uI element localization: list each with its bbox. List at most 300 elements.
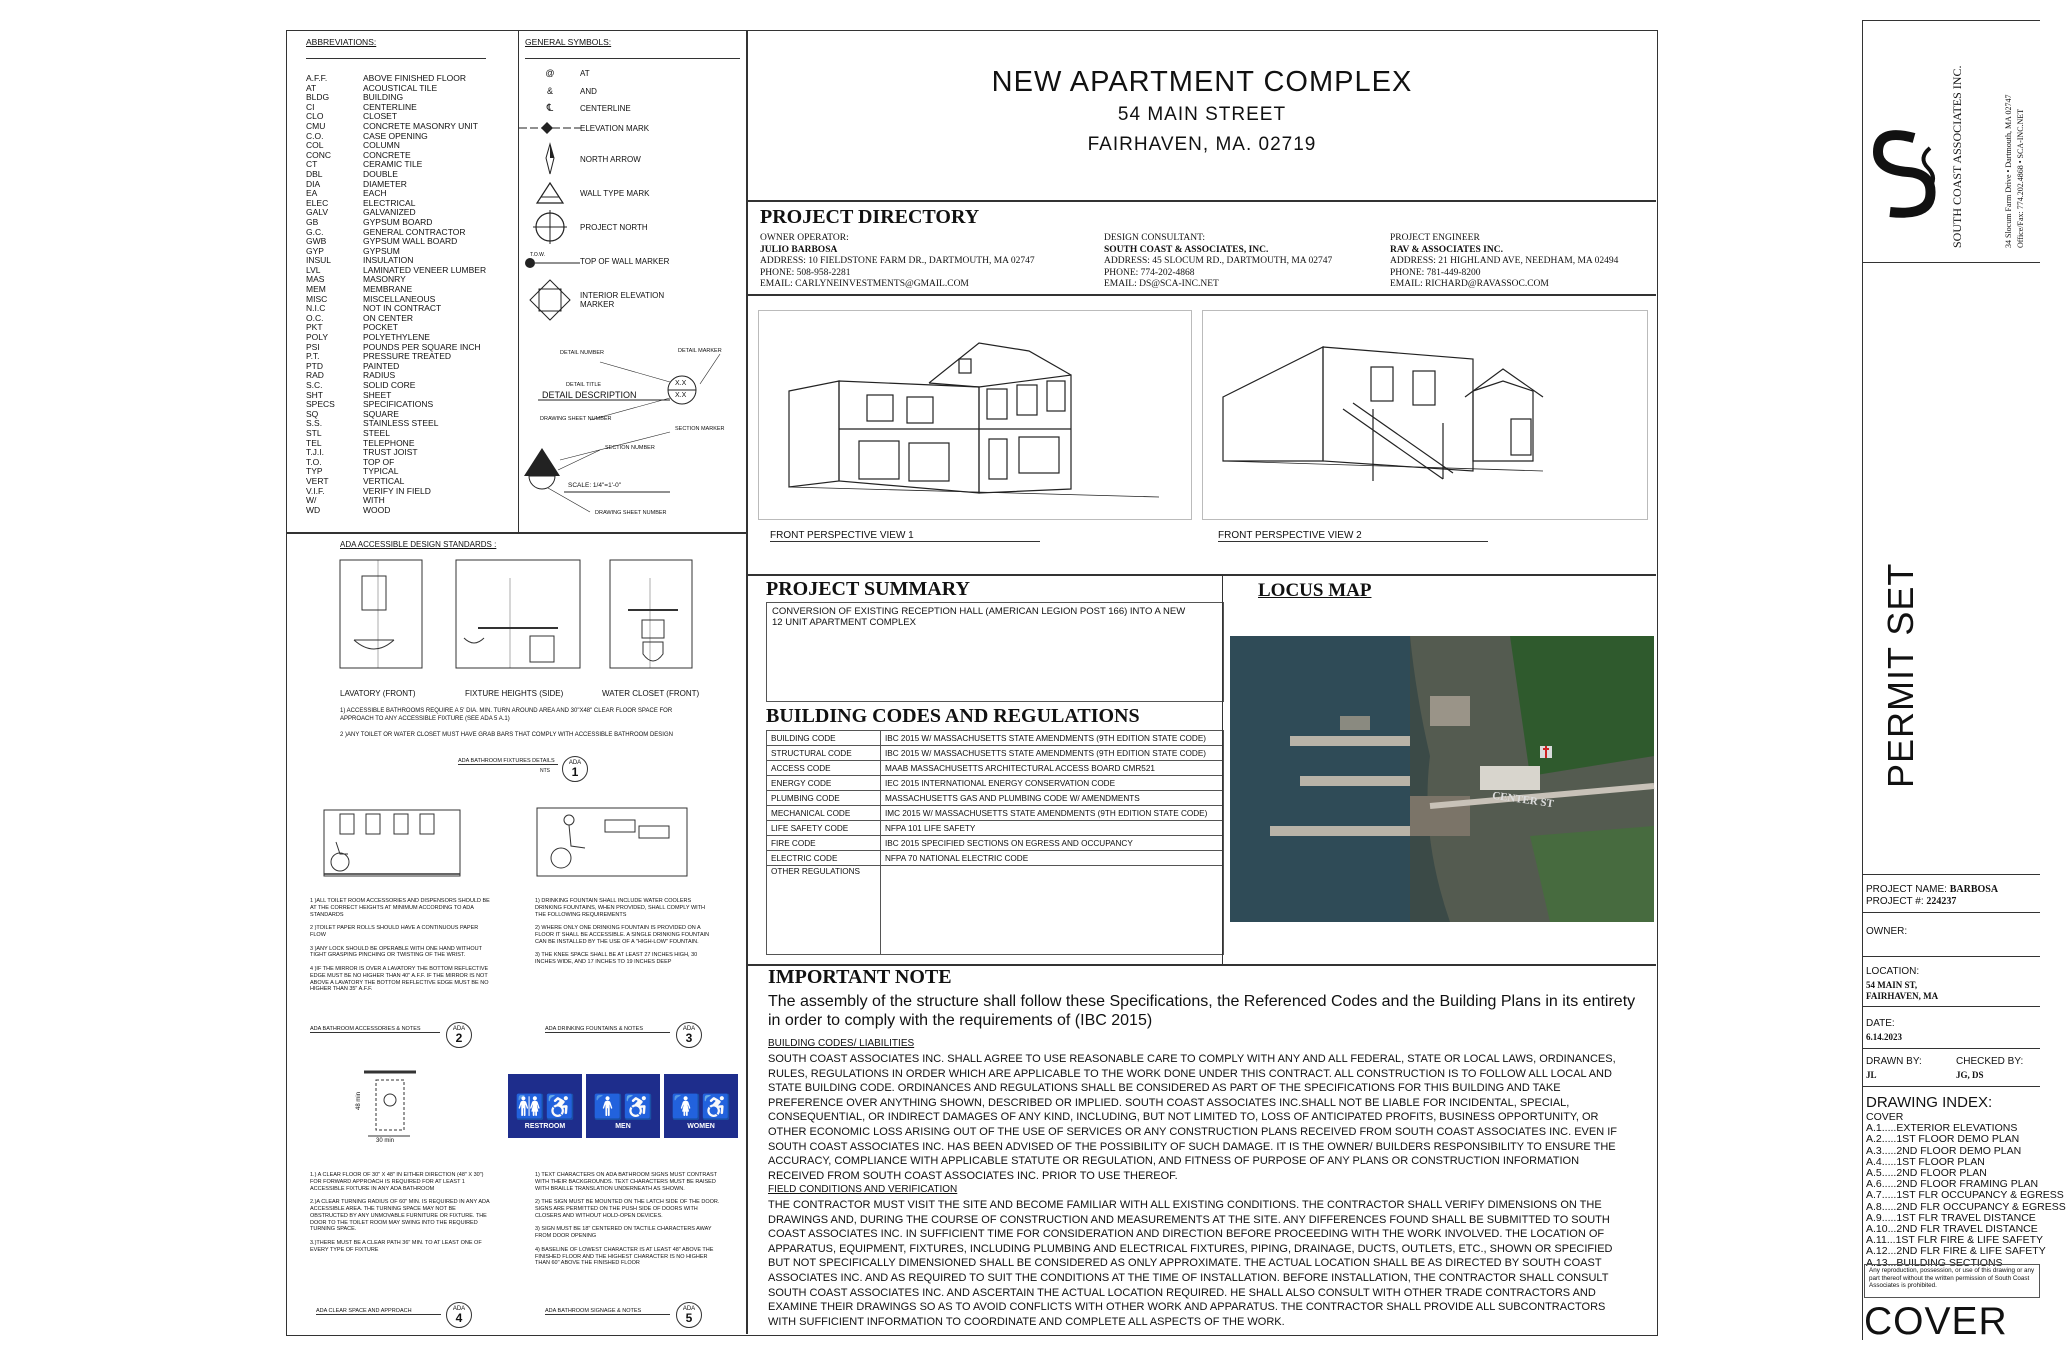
abbreviation-meaning: WITH	[363, 495, 385, 506]
abbreviation-code: TEL	[306, 437, 322, 448]
abbreviation-code: EA	[306, 188, 318, 199]
abbreviation-row	[306, 487, 511, 497]
abbreviations-heading: ABBREVIATIONS:	[306, 37, 377, 47]
ada-fixture-drawings	[338, 558, 698, 688]
abbreviation-meaning: GALVANIZED	[363, 207, 416, 218]
summary-heading: PROJECT SUMMARY	[766, 578, 970, 600]
owner-email: EMAIL: CARLYNEINVESTMENTS@GMAIL.COM	[760, 279, 969, 289]
abbreviation-row	[306, 314, 511, 324]
ada-detail-5-marker	[676, 1302, 702, 1328]
abbreviation-meaning: BUILDING	[363, 92, 404, 103]
abbreviation-code: SPECS	[306, 399, 335, 410]
detail-marker-label: DETAIL MARKER	[678, 348, 722, 354]
note-sub1: BUILDING CODES/ LIABILITIES	[768, 1038, 915, 1049]
drawing-index-item: A.4.....1ST FLOOR PLAN	[1866, 1155, 1985, 1168]
abbrev-heading-rule	[306, 58, 486, 59]
ada-detail-5-title: ADA BATHROOM SIGNAGE & NOTES	[545, 1308, 670, 1315]
code-row	[767, 866, 1224, 955]
abbreviation-code: S.C.	[306, 380, 323, 390]
project-number-label: PROJECT #:	[1866, 896, 1924, 907]
abbreviation-meaning: SHEET	[363, 389, 392, 400]
ada-fountain-drawing	[535, 800, 695, 880]
women-sign-figures-icon: 🚺♿	[671, 1094, 731, 1121]
abbreviation-row	[306, 506, 511, 516]
abbreviation-meaning: MASONRY	[363, 274, 406, 285]
abbreviation-code: O.C.	[306, 312, 324, 323]
abbreviation-code: RAD	[306, 370, 324, 381]
code-row	[767, 821, 1224, 836]
symbol-wall-type-label: WALL TYPE MARK	[580, 188, 650, 198]
abbreviation-row	[306, 352, 511, 362]
abbreviation-meaning: RADIUS	[363, 370, 396, 381]
abbreviation-row	[306, 467, 511, 477]
code-value: IBC 2015 W/ MASSACHUSETTS STATE AMENDMENTS (9TH EDITION STATE CODE)	[881, 746, 1224, 761]
drawing-index-item: A.10...2ND FLR TRAVEL DISTANCE	[1866, 1223, 2038, 1236]
note-paragraph-1: SOUTH COAST ASSOCIATES INC. SHALL AGREE TO USE REASONABLE CARE TO COMPLY WITH ANY AND ALL FEDERAL, STATE OR LOCAL LAWS, ORDINANCES, RULES, REGULATIONS IN ORDER WHICH ARE APPLICABLE TO THE WORK DONE UNDER THIS CONTRACT. ALL CONSTRUCTION IS TO FOLLOW ALL LOCAL AND STATE BUILDING CODE. ORDINANCES AND REGULATIONS SHALL BE CONSIDERED AS PART OF THE SPECIFICATIONS FOR THIS BUILDING AND TAKE PREFERENCE OVER ANYTHING SHOWN, DESCRIBED OR IMPLIED. SOUTH COAST ASSOCIATES INC.SHALL NOT BE LIABLE FOR INCIDENTAL, SPECIAL, CONSEQUENTIAL, OR INDIRECT DAMAGES OF ANY KIND, INCLUDING, BUT NOT LIMITED TO, LOSS OF ANTICIPATED PROFITS, BUSINESS OPPORTUNITY, OR OTHER ECONOMIC LOSS ARISING OUT OF THE USE OF SERVICES OR ANY CONSTRUCTION PLANS RECEIVED FROM SOUTH COAST ASSOCIATES INC. EVEN IF SOUTH COAST ASSOCIATES INC. HAS BEEN ADVISED OF THE POSSIBILITY OF SUCH DAMAGE. IT IS THE OWNER/ BUILDERS RESPONSIBILITY TO ENSURE THE ACCURACY, COMPLIANCE WITH APPLICABLE STATUTE OR REGULATION, AND FITNESS OF PURPOSE OF ANY PLANS OR CONSTRUCTION INFORMATION RECEIVED FROM SOUTH COAST ASSOCIATES INC. PRIOR TO USE THEREOF.	[768, 1053, 1617, 1182]
abbreviation-code: S.S.	[306, 418, 323, 429]
code-value: NFPA 70 NATIONAL ELECTRIC CODE	[881, 851, 1224, 866]
note-lead: The assembly of the structure shall follow these Specifications, the Referenced Codes and the Building Plans in its entirety in order to comply with the requirements of (IBC 2015)	[768, 993, 1636, 1029]
ada-dim-48: 48 min	[356, 1091, 363, 1111]
wall-type-icon	[520, 181, 580, 205]
symbols-list	[520, 64, 740, 324]
titleblock-owner-rule	[1862, 956, 2040, 957]
owner-label: OWNER:	[1866, 926, 1908, 937]
design-email: EMAIL: DS@SCA-INC.NET	[1104, 279, 1219, 289]
abbreviation-code: PSI	[306, 341, 320, 352]
ada-heading: ADA ACCESSIBLE DESIGN STANDARDS :	[340, 540, 497, 549]
abbreviation-meaning: SQUARE	[363, 408, 399, 419]
men-sign-label: MEN	[615, 1123, 631, 1130]
abbreviation-meaning: EACH	[363, 188, 387, 199]
ada-accessories-notes: 1 )ALL TOILET ROOM ACCESSORIES AND DISPENSORS SHOULD BE AT THE CORRECT HEIGHTS AT MINIMUM ACCORDING TO ADA STANDARDS 2 )TOILET PAPER ROLLS SHOULD HAVE A CONTINUOUS PAPER FLOW 3 )ANY LOCK SHOULD BE OPERABLE WITH ONE HAND WITHOUT TIGHT GRASPING PINCHING OR TWISTING OF THE WRIST. 4 )IF THE MIRROR IS OVER A LAVATORY THE BOTTOM REFLECTIVE EDGE MUST BE NO HIGHER THAN 40" A.F.F. IF THE MIRROR IS NOT ABOVE A LAVATORY THE BOTTOM REFLECTIVE EDGE MUST BE NO HIGHER THAN 35" A.F.F.	[310, 898, 490, 993]
code-value: NFPA 101 LIFE SAFETY	[881, 821, 1224, 836]
abbreviation-meaning: ON CENTER	[363, 312, 414, 323]
symbol-and-label: AND	[580, 86, 597, 96]
restroom-sign	[508, 1074, 582, 1138]
abbreviation-meaning: TOP OF	[363, 456, 395, 467]
drawing-index-item: A.7.....1ST FLR OCCUPANCY & EGRESS	[1866, 1189, 2064, 1202]
abbreviation-row	[306, 496, 511, 506]
engineer-email: EMAIL: RICHARD@RAVASSOC.COM	[1390, 279, 1549, 289]
abbreviation-row	[306, 362, 511, 372]
abbreviation-row	[306, 103, 511, 113]
code-value	[881, 866, 1224, 955]
code-value: IBC 2015 SPECIFIED SECTIONS ON EGRESS AND OCCUPANCY	[881, 836, 1224, 851]
abbreviations-list	[306, 74, 511, 515]
note-heading: IMPORTANT NOTE	[768, 966, 952, 988]
abbreviation-meaning: NOT IN CONTRACT	[363, 303, 442, 314]
ada-fountain-notes: 1) DRINKING FOUNTAIN SHALL INCLUDE WATER COOLERS DRINKING FOUNTAINS, WHEN PROVIDED, SHALL COMPLY WITH THE FOLLOWING REQUIREMENTS 2) WHERE ONLY ONE DRINKING FOUNTAIN IS PROVIDED ON A FLOOR IT SHALL BE ACCESSIBLE. A SINGLE DRINKING FOUNTAIN CAN BE INSTALLED BY THE USE OF A "HIGH-LOW" FOUNTAIN. 3) THE KNEE SPACE SHALL BE AT LEAST 27 INCHES HIGH, 30 INCHES WIDE, AND 17 INCHES TO 19 INCHES DEEP	[535, 898, 710, 966]
codes-heading: BUILDING CODES AND REGULATIONS	[766, 705, 1140, 727]
drawn-by-label: DRAWN BY:	[1866, 1056, 1922, 1067]
section-sheet-number-label: DRAWING SHEET NUMBER	[595, 510, 667, 516]
project-number-row	[1866, 896, 1956, 907]
abbreviation-meaning: STAINLESS STEEL	[363, 418, 439, 429]
abbreviation-meaning: GYPSUM WALL BOARD	[363, 236, 458, 247]
header-bottom-rule	[748, 200, 1656, 202]
location-line-2: FAIRHAVEN, MA	[1866, 991, 1939, 1001]
code-value: IEC 2015 INTERNATIONAL ENERGY CONSERVATION CODE	[881, 776, 1224, 791]
abbreviation-code: STL	[306, 427, 322, 438]
checked-by-value: JG, DS	[1956, 1070, 1984, 1080]
code-name: OTHER REGULATIONS	[767, 866, 881, 955]
summary-box	[766, 602, 1224, 702]
abbreviation-meaning: INSULATION	[363, 255, 414, 266]
abbreviation-code: CONC	[306, 149, 332, 160]
abbreviation-meaning: STEEL	[363, 427, 390, 438]
left-column-divider	[746, 30, 748, 1334]
project-name-row	[1866, 884, 1998, 895]
abbreviation-meaning: TELEPHONE	[363, 437, 415, 448]
abbreviation-row	[306, 419, 511, 429]
abbreviation-code: CT	[306, 159, 318, 170]
company-phone: Office/Fax: 774.202.4868 • SCA-INC.NET	[2016, 108, 2025, 248]
project-city: FAIRHAVEN, MA. 02719	[1087, 134, 1317, 155]
drawing-index-item: COVER	[1866, 1111, 1904, 1123]
code-name: ACCESS CODE	[767, 761, 881, 776]
code-name: BUILDING CODE	[767, 731, 881, 746]
titleblock-project-rule	[1862, 912, 2040, 913]
detail-marker-symbol	[530, 340, 740, 426]
men-sign	[586, 1074, 660, 1138]
abbreviation-code: PTD	[306, 360, 323, 371]
drawing-index-item: A.13...BUILDING SECTIONS	[1866, 1256, 2003, 1269]
abbreviation-row	[306, 448, 511, 458]
ada-detail-1-marker	[562, 756, 588, 782]
ada-fixture-heights-label: FIXTURE HEIGHTS (SIDE)	[465, 689, 564, 698]
owner-role: OWNER OPERATOR:	[760, 233, 849, 243]
abbreviation-meaning: CENTERLINE	[363, 101, 417, 112]
directory-heading: PROJECT DIRECTORY	[760, 206, 980, 228]
abbreviation-code: DIA	[306, 178, 321, 189]
drawing-index-item: A.8.....2ND FLR OCCUPANCY & EGRESS	[1866, 1200, 2066, 1213]
code-name: FIRE CODE	[767, 836, 881, 851]
code-value: MAAB MASSACHUSETTS ARCHITECTURAL ACCESS BOARD CMR521	[881, 761, 1224, 776]
abbreviation-code: SQ	[306, 408, 319, 419]
code-name: STRUCTURAL CODE	[767, 746, 881, 761]
company-logo	[1868, 128, 1940, 218]
abbreviation-meaning: CERAMIC TILE	[363, 159, 423, 170]
project-title: NEW APARTMENT COMPLEX	[991, 66, 1413, 98]
locus-heading: LOCUS MAP	[1258, 580, 1372, 601]
at-symbol-icon: @	[545, 68, 555, 78]
titleblock-logo-rule	[1862, 262, 2040, 263]
abbreviation-code: COL	[306, 140, 324, 151]
code-row	[767, 791, 1224, 806]
titleblock-permit-rule	[1862, 874, 2040, 875]
design-name: SOUTH COAST & ASSOCIATES, INC.	[1104, 244, 1269, 255]
drawn-by-value: JL	[1866, 1070, 1877, 1080]
engineer-address: ADDRESS: 21 HIGHLAND AVE, NEEDHAM, MA 02494	[1390, 256, 1619, 266]
abbreviation-meaning: ACOUSTICAL TILE	[363, 82, 438, 93]
abbreviation-row	[306, 458, 511, 468]
titleblock-top-rule	[1862, 20, 2040, 21]
abbreviation-meaning: LAMINATED VENEER LUMBER	[363, 264, 487, 275]
directory-owner	[760, 233, 1035, 291]
drawing-index-item: A.5.....2ND FLOOR PLAN	[1866, 1167, 1987, 1180]
section-marker-label: SECTION MARKER	[675, 426, 725, 432]
abbreviation-meaning: TRUST JOIST	[363, 447, 418, 458]
checked-by-label: CHECKED BY:	[1956, 1056, 2024, 1067]
drawing-index-item: A.12...2ND FLR FIRE & LIFE SAFETY	[1866, 1245, 2046, 1258]
abbreviation-code: ELEC	[306, 197, 329, 208]
ada-detail-2-number: 2	[455, 1031, 463, 1045]
design-phone: PHONE: 774-202-4868	[1104, 267, 1195, 278]
abbreviation-code: MISC	[306, 293, 328, 304]
owner-phone: PHONE: 508-958-2281	[760, 267, 851, 278]
symbol-centerline-label: CENTERLINE	[580, 103, 631, 113]
summary-text: CONVERSION OF EXISTING RECEPTION HALL (AMERICAN LEGION POST 166) INTO A NEW 12 UNIT APARTMENT COMPLEX	[772, 606, 1186, 628]
ada-detail-3-number: 3	[685, 1031, 693, 1045]
abbrev-bottom-rule	[286, 532, 747, 534]
abbreviation-code: VERT	[306, 475, 329, 486]
detail-title-label: DETAIL TITLE	[566, 382, 602, 388]
abbreviation-code: GB	[306, 216, 319, 227]
abbreviation-meaning: DIAMETER	[363, 178, 407, 189]
interior-elevation-icon	[520, 279, 580, 321]
scale-label: SCALE: 1/4"=1'-0"	[568, 482, 622, 489]
abbreviation-code: P.T.	[306, 351, 320, 362]
sheet-label: COVER	[1864, 1300, 2008, 1343]
drawing-index-item: A.6.....2ND FLOOR FRAMING PLAN	[1866, 1178, 2039, 1191]
abbreviation-meaning: GYPSUM BOARD	[363, 216, 433, 227]
code-row	[767, 776, 1224, 791]
directory-bottom-rule	[748, 294, 1656, 296]
abbreviation-code: DBL	[306, 168, 323, 179]
ada-detail-5-number: 5	[685, 1311, 693, 1325]
abbreviation-code: WD	[306, 504, 321, 515]
abbreviation-meaning: MISCELLANEOUS	[363, 293, 436, 304]
abbreviation-row	[306, 237, 511, 247]
abbrev-divider	[518, 30, 519, 532]
ada-note-1b: 2 )ANY TOILET OR WATER CLOSET MUST HAVE GRAB BARS THAT COMPLY WITH ACCESSIBLE BATHROOM DESIGN	[340, 732, 673, 738]
disclaimer-box	[1864, 1264, 2040, 1298]
abbreviation-meaning: PAINTED	[363, 360, 400, 371]
code-name: ENERGY CODE	[767, 776, 881, 791]
tow-label: T.O.W.	[530, 252, 545, 258]
locus-street-label: CENTER ST	[1491, 789, 1555, 811]
detail-number-label: DETAIL NUMBER	[560, 350, 605, 356]
abbreviation-code: CLO	[306, 111, 324, 122]
abbreviation-code: C.O.	[306, 130, 324, 141]
codes-table	[766, 730, 1224, 955]
abbreviation-meaning: ELECTRICAL	[363, 197, 416, 208]
abbreviation-code: LVL	[306, 264, 321, 275]
abbreviation-row	[306, 160, 511, 170]
abbreviation-row	[306, 266, 511, 276]
date-value: 6.14.2023	[1866, 1032, 1902, 1042]
directory-engineer	[1390, 233, 1618, 291]
abbreviation-code: W/	[306, 495, 317, 506]
perspective-view-1-label: FRONT PERSPECTIVE VIEW 1	[770, 530, 1040, 542]
abbreviation-code: CMU	[306, 120, 326, 131]
drawing-sheet-number-label: DRAWING SHEET NUMBER	[540, 416, 612, 422]
detail-x-top: X.X	[675, 380, 687, 387]
project-street: 54 MAIN STREET	[1117, 104, 1287, 125]
disclaimer-text: Any reproduction, possession, or use of this drawing or any part thereof without the written permission of South Coast Associates is prohibited.	[1869, 1267, 2035, 1290]
ada-detail-5-ada-text: ADA	[682, 1306, 696, 1312]
project-name-value: BARBOSA	[1949, 884, 1999, 895]
ada-detail-1-nts: NTS	[540, 768, 550, 774]
note-paragraph-2: THE CONTRACTOR MUST VISIT THE SITE AND BECOME FAMILIAR WITH ALL EXISTING CONDITIONS. THE CONTRACTOR SHALL VERIFY DIMENSIONS ON THE DRAWINGS AND, DURING THE COURSE OF CONSTRUCTION AND MEASUREMENTS AT THE SITE. ANY DIFFERENCES FOUND SHALL BE SUBMITTED TO SOUTH COAST ASSOCIATES INC. IN SUFFICIENT TIME FOR CONSIDERATION AND DIRECTION BEFORE PROCEEDING WITH THE WORK INVOLVED. THE LOCATION OF APPARATUS, EQUIPMENT, FIXTURES, INCLUDING PLUMBING AND ELECTRICAL FIXTURES, PIPING, DRAINAGE, DUCTS, OUTLETS, ETC., SHOWN OR SPECIFIED BUT NOT SPECIFICALLY DIMENSIONED SHALL BE CONSIDERED AS ONLY APPROXIMATE. THE ACTUAL LOCATION SHALL BE AS DIRECTED BY SOUTH COAST ASSOCIATES INC. AND AS REQUIRED TO SUIT THE CONDITIONS AT THE TIME OF INSTALLATION. BEFORE INSTALLATION, THE CONTRACTOR SHALL CONSULT SOUTH COAST ASSOCIATES INC. AND ASCERTAIN THE ACTUAL LOCATION REQUIRED. HE SHALL ALSO CONSULT WITH OTHER TRADE CONTRACTORS AND EXAMINE THEIR DRAWINGS SO AS TO AVOID CONFLICTS WITH OTHER WORK AND APPARATUS. THE CONTRACTOR SHALL PROVIDE ALL SUBCONTRACTORS WITH SUFFICIENT INFORMATION TO COORDINATE AND COMPLETE ALL ASPECTS OF THE WORK.	[768, 1199, 1613, 1328]
owner-name: JULIO BARBOSA	[760, 244, 838, 255]
abbreviation-code: MAS	[306, 274, 325, 285]
locus-map-image	[1230, 636, 1654, 922]
project-number-value: 224237	[1926, 896, 1957, 907]
ampersand-icon: &	[546, 86, 553, 96]
permit-set-label: PERMIT SET	[1880, 562, 1921, 788]
abbreviation-meaning: GYPSUM	[363, 245, 400, 256]
abbreviation-meaning: COLUMN	[363, 140, 400, 151]
drawing-index-item: A.9.....1ST FLR TRAVEL DISTANCE	[1866, 1211, 2036, 1224]
code-name: PLUMBING CODE	[767, 791, 881, 806]
symbol-at-label: AT	[580, 68, 590, 78]
ada-note-1a: 1) ACCESSIBLE BATHROOMS REQUIRE A 5' DIA. MIN. TURN AROUND AREA AND 30"X48" CLEAR FLOOR SPACE FOR APPROACH TO ANY ACCESSIBLE FIXTURE (SEE ADA 5 A.1)	[340, 708, 673, 722]
drawing-index-list	[1866, 1111, 2066, 1269]
engineer-role: PROJECT ENGINEER	[1390, 233, 1480, 243]
abbreviation-code: TYP	[306, 466, 323, 477]
abbreviation-code: GWB	[306, 236, 327, 247]
abbreviation-meaning: CASE OPENING	[363, 130, 428, 141]
titleblock-drawn-rule	[1862, 1086, 2040, 1087]
owner-address: ADDRESS: 10 FIELDSTONE FARM DR., DARTMOUTH, MA 02747	[760, 256, 1035, 266]
abbreviation-meaning: VERTICAL	[363, 475, 405, 486]
company-address: 34 Slocum Farm Drive • Dartmouth, MA 02747	[2004, 94, 2013, 248]
elevation-mark-icon	[520, 121, 580, 135]
code-name: LIFE SAFETY CODE	[767, 821, 881, 836]
abbreviation-meaning: SOLID CORE	[363, 380, 416, 390]
locus-left-rule	[1222, 574, 1223, 964]
location-label: LOCATION:	[1866, 966, 1920, 977]
centerline-icon: ℄	[546, 102, 554, 114]
abbreviation-meaning: DOUBLE	[363, 168, 398, 179]
code-row	[767, 746, 1224, 761]
engineer-phone: PHONE: 781-449-8200	[1390, 267, 1481, 278]
code-row	[767, 836, 1224, 851]
date-label: DATE:	[1866, 1018, 1895, 1029]
code-value: MASSACHUSETTS GAS AND PLUMBING CODE W/ AMENDMENTS	[881, 791, 1224, 806]
abbreviation-meaning: MEMBRANE	[363, 284, 413, 295]
engineer-name: RAV & ASSOCIATES INC.	[1390, 244, 1503, 255]
abbreviation-meaning: SPECIFICATIONS	[363, 399, 434, 410]
perspective-view-1	[758, 310, 1192, 520]
titleblock-left-rule	[1862, 20, 1863, 1340]
note-sub2: FIELD CONDITIONS AND VERIFICATION	[768, 1184, 958, 1195]
abbreviation-meaning: GENERAL CONTRACTOR	[363, 226, 466, 237]
abbreviation-code: N.I.C	[306, 303, 326, 314]
abbreviation-meaning: POCKET	[363, 322, 398, 333]
ada-detail-2-title: ADA BATHROOM ACCESSORIES & NOTES	[310, 1026, 440, 1033]
titleblock-location-rule	[1862, 1006, 2040, 1007]
location-line-1: 54 MAIN ST,	[1866, 980, 1918, 990]
abbreviation-code: G.C.	[306, 226, 324, 237]
abbreviation-meaning: ABOVE FINISHED FLOOR	[363, 73, 466, 83]
top-of-wall-icon	[520, 251, 580, 271]
code-name: MECHANICAL CODE	[767, 806, 881, 821]
abbreviation-code: BLDG	[306, 92, 330, 103]
perspective-view-2-label: FRONT PERSPECTIVE VIEW 2	[1218, 530, 1488, 542]
views-bottom-rule	[748, 574, 1656, 576]
restroom-sign-label: RESTROOM	[524, 1123, 566, 1130]
ada-water-closet-label: WATER CLOSET (FRONT)	[602, 689, 700, 698]
ada-detail-1-title: ADA BATHROOM FIXTURES DETAILS	[458, 758, 558, 765]
detail-x-bottom: X.X	[675, 392, 687, 399]
project-north-icon	[520, 210, 580, 244]
abbreviation-meaning: TYPICAL	[363, 466, 399, 477]
code-row	[767, 731, 1224, 746]
abbreviation-meaning: POLYETHYLENE	[363, 332, 430, 343]
ada-detail-2-marker	[446, 1022, 472, 1048]
ada-clear-space-notes: 1.) A CLEAR FLOOR OF 30" X 48" IN EITHER DIRECTION (48" X 30") FOR FORWARD APPROACH IS REQUIRED FOR AT LEAST 1 ACCESSIBLE FIXTURE IN ANY ADA BATHROOM 2.)A CLEAR TURNING RADIUS OF 60" MIN. IS REQUIRED IN ANY ADA ACCESSIBLE AREA. THE TURNING SPACE MAY NOT BE OBSTRUCTED BY ANY UNMOVABLE FURNITURE OR FIXTURE. THE DOOR TO THE TOILET ROOM MAY SWING INTO THE REQUIRED TURNING SPACE. 3.)THERE MUST BE A CLEAR PATH 36" MIN. TO AT LEAST ONE OF EVERY TYPE OF FIXTURE	[310, 1172, 490, 1253]
ada-detail-3-title: ADA DRINKING FOUNTAINS & NOTES	[545, 1026, 670, 1033]
abbreviation-code: MEM	[306, 284, 326, 295]
abbreviation-meaning: CLOSET	[363, 111, 398, 122]
abbreviation-code: SHT	[306, 389, 323, 400]
drawing-index-item: A.1.....EXTERIOR ELEVATIONS	[1866, 1122, 2018, 1135]
ada-detail-3-marker	[676, 1022, 702, 1048]
women-sign	[664, 1074, 738, 1138]
abbreviation-meaning: CONCRETE MASONRY UNIT	[363, 120, 478, 131]
code-name: ELECTRIC CODE	[767, 851, 881, 866]
abbreviation-meaning: CONCRETE	[363, 149, 411, 160]
abbreviation-row	[306, 400, 511, 410]
abbreviation-meaning: WOOD	[363, 504, 391, 515]
ada-detail-4-title: ADA CLEAR SPACE AND APPROACH	[316, 1308, 441, 1315]
directory-design	[1104, 233, 1332, 291]
men-sign-figures-icon: 🚹♿	[593, 1094, 653, 1121]
abbreviation-code: T.O.	[306, 456, 322, 467]
abbreviation-code: POLY	[306, 332, 329, 343]
ada-detail-1-ada-text: ADA	[568, 760, 582, 766]
abbreviation-meaning: POUNDS PER SQUARE INCH	[363, 341, 481, 352]
abbreviation-row	[306, 381, 511, 391]
design-role: DESIGN CONSULTANT:	[1104, 233, 1206, 243]
abbreviation-code: CI	[306, 101, 315, 112]
ada-detail-4-number: 4	[455, 1311, 463, 1325]
perspective-view-2	[1202, 310, 1648, 520]
symbol-north-arrow-label: NORTH ARROW	[580, 154, 641, 164]
symbols-heading: GENERAL SYMBOLS:	[525, 37, 612, 47]
women-sign-label: WOMEN	[687, 1123, 715, 1130]
abbreviation-code: AT	[306, 82, 317, 93]
north-arrow-icon	[520, 142, 580, 176]
abbreviation-code: PKT	[306, 322, 323, 333]
code-value: IMC 2015 W/ MASSACHUSETTS STATE AMENDMENTS (9TH EDITION STATE CODE)	[881, 806, 1224, 821]
drawing-index-item: A.2.....1ST FLOOR DEMO PLAN	[1866, 1133, 2020, 1146]
ada-detail-2-ada-text: ADA	[452, 1026, 466, 1032]
restroom-sign-figures-icon: 🚻♿	[515, 1094, 575, 1121]
code-row	[767, 851, 1224, 866]
ada-detail-4-marker	[446, 1302, 472, 1328]
abbreviation-code: GALV	[306, 207, 329, 218]
abbreviation-code: T.J.I.	[306, 447, 324, 458]
ada-detail-1-number: 1	[571, 765, 579, 779]
abbreviation-row	[306, 84, 511, 94]
ada-accessories-drawing	[310, 800, 470, 880]
drawing-index-item: A.3.....2ND FLOOR DEMO PLAN	[1866, 1144, 2022, 1157]
symbol-interior-elevation-label: INTERIOR ELEVATION MARKER	[580, 291, 665, 309]
ada-signage-notes: 1) TEXT CHARACTERS ON ADA BATHROOM SIGNS MUST CONTRAST WITH THEIR BACKGROUNDS. TEXT CHARACTERS MUST BE RAISED WITH BRAILLE TRANSLATION UNDERNEATH AS SHOWN. 2) THE SIGN MUST BE MOUNTED ON THE LATCH SIDE OF THE DOOR. SIGNS ARE PERMITTED ON THE PUSH SIDE OF DOORS WITH CLOSERS AND WITHOUT HOLD-OPEN DEVICES. 3) SIGN MUST BE 18" CENTERED ON TACTILE CHARACTERS AWAY FROM DOOR OPENING 4) BASELINE OF LOWEST CHARACTER IS AT LEAST 48" ABOVE THE FINISHED FLOOR AND THE HIGHEST CHARACTER IS NO HIGHER THAN 60" ABOVE THE FINISHED FLOOR	[535, 1172, 720, 1267]
code-row	[767, 806, 1224, 821]
abbreviation-row	[306, 180, 511, 190]
section-marker-symbol	[520, 426, 740, 518]
drawing-index-item: A.11...1ST FLR FIRE & LIFE SAFETY	[1866, 1234, 2043, 1247]
design-address: ADDRESS: 45 SLOCUM RD., DARTMOUTH, MA 02747	[1104, 256, 1333, 266]
symbol-project-north-label: PROJECT NORTH	[580, 222, 648, 232]
abbreviation-code: GYP	[306, 245, 324, 256]
company-name: SOUTH COAST ASSOCIATES INC.	[1950, 65, 1964, 248]
